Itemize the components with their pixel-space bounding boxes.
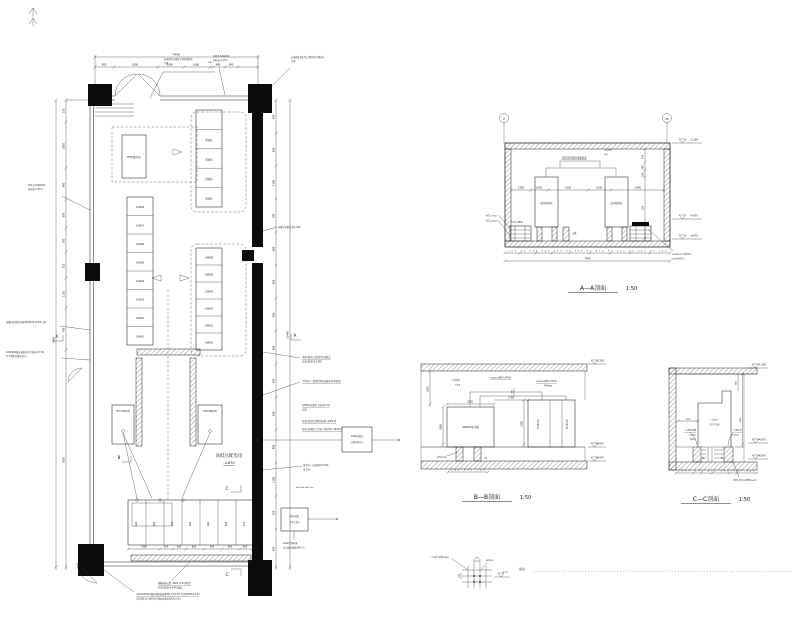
feeder-label: AA4 bbox=[189, 521, 192, 527]
dim: 720 bbox=[641, 205, 645, 211]
cabinet-label: 1AN01 bbox=[136, 335, 144, 339]
cabinet-label: 1AN06 bbox=[136, 243, 144, 246]
plan-transformer-tm1 bbox=[112, 405, 134, 444]
dim: 2500 bbox=[466, 400, 474, 404]
dim: 800 bbox=[101, 63, 107, 67]
note: 参见02D501-2-P图 bbox=[302, 360, 322, 364]
dim: 500 bbox=[735, 381, 738, 385]
remark-label: 备注: bbox=[519, 567, 527, 571]
dim-total: 21440 bbox=[286, 331, 290, 339]
note: 异手间距电缆桥架引上 bbox=[6, 355, 28, 358]
dim: 540 bbox=[641, 154, 645, 160]
elevation: -1.200 bbox=[690, 138, 698, 142]
feeder-label: AA1 bbox=[135, 521, 138, 527]
dim-string: 240 500 240 bbox=[451, 469, 485, 472]
aa-cabinets bbox=[535, 177, 628, 241]
note: 桥架预留孔洞按平顶标高敷设 bbox=[164, 58, 193, 61]
note: 二次侧母线槽 bbox=[683, 430, 696, 432]
note: 参见02D501-4-P13做法 bbox=[158, 586, 183, 590]
section-scale: 1:50 bbox=[520, 495, 532, 501]
cabinet-label: 2AN03 bbox=[205, 307, 213, 311]
section-title: A—A剖面 bbox=[579, 285, 607, 292]
plan-room-label bbox=[216, 452, 243, 465]
cabinet-label: 2AN01 bbox=[205, 341, 213, 345]
tm2-label: TM2 800kVA bbox=[203, 410, 217, 413]
cabinet-label: 高压开关柜 bbox=[709, 424, 720, 427]
pier-note: 支墩见结施 bbox=[435, 457, 446, 459]
dim: 1940 bbox=[634, 186, 642, 190]
aa-racks bbox=[486, 214, 692, 261]
dim: 800 bbox=[272, 279, 276, 285]
elev-note: 标高-3.90m bbox=[485, 215, 497, 218]
tray-label: 吊顶M40 bbox=[544, 385, 553, 388]
elevation: -6.870 bbox=[596, 456, 604, 460]
section-mark-a: A bbox=[293, 333, 297, 338]
dim: 1080 bbox=[166, 63, 174, 67]
dim: 2300 bbox=[564, 186, 572, 190]
cabinet-label: 低压配电柜 bbox=[538, 418, 540, 430]
dim: 1650 bbox=[426, 386, 430, 392]
note: 100X100 电缆桥架由 bbox=[672, 254, 692, 256]
aa-cable-tray bbox=[546, 148, 616, 177]
section-mark-c: C bbox=[225, 486, 229, 491]
dim: 2500 bbox=[740, 417, 742, 423]
grid-bubble-label: 10 bbox=[665, 116, 669, 121]
dim: 600 bbox=[176, 545, 182, 549]
feeder-label: AA5 bbox=[207, 521, 210, 527]
dim: 500 bbox=[272, 411, 276, 417]
dim: 550 bbox=[62, 263, 66, 269]
cabinet-label: 1AN08 bbox=[136, 206, 144, 209]
transformer-label: 800kVA变压器 bbox=[462, 426, 479, 429]
bb-dims bbox=[427, 370, 530, 448]
cabinet-label: 预留柜 bbox=[205, 197, 213, 201]
aa-elevations bbox=[672, 139, 702, 240]
section-aa bbox=[486, 114, 702, 293]
section-scale: 1:50 bbox=[739, 497, 751, 503]
section-scale: 1:50 bbox=[626, 286, 638, 292]
elevation: -4.870 bbox=[690, 214, 698, 218]
floor-plan bbox=[6, 53, 792, 601]
dim: 800 bbox=[242, 545, 248, 549]
feeder-label: AA3 bbox=[171, 521, 174, 527]
note: 底标高-2.17m bbox=[28, 188, 43, 191]
aa-title bbox=[568, 284, 637, 293]
embed-plate-detail bbox=[430, 555, 510, 588]
dim: 1750 bbox=[507, 396, 515, 400]
dim-string: 200 90 500 240 500 90 595 90 870 90 300 90 500 90 250 bbox=[508, 250, 667, 253]
tray-label: 100X100镀锌电缆桥架 bbox=[490, 377, 512, 380]
cabinet-label: 2AN02 bbox=[205, 324, 213, 328]
cabinet-label: 1AN04 bbox=[136, 280, 144, 283]
room-name: 高低压配电房 bbox=[215, 454, 243, 459]
dim: 800 bbox=[272, 378, 276, 384]
note: 墙中线上人梯窗(10cm)埋 bbox=[303, 464, 329, 467]
dim: 140 bbox=[208, 62, 212, 64]
bb-elevations bbox=[588, 360, 606, 462]
dim: 1000 bbox=[595, 186, 603, 190]
plan-transformer-tm3 bbox=[122, 135, 146, 178]
plan-cabinet-col2 bbox=[196, 248, 222, 350]
plan-reserved-areas bbox=[112, 112, 246, 500]
cabinet-label: 低压配电柜 bbox=[567, 418, 569, 430]
cabinet-label: 预留柜 bbox=[205, 178, 213, 181]
dim: 2300 bbox=[520, 421, 524, 427]
elev-note: 标高-4.60m bbox=[485, 220, 497, 223]
dim: 2850 bbox=[62, 142, 66, 150]
note: 电缆桥架做法详见-100 bbox=[278, 226, 301, 229]
elevation: -6.870 bbox=[690, 234, 698, 238]
note: 引至地下一层预留间隔电缆桥架(穿梁处) bbox=[302, 380, 341, 383]
plan-dims-bottom bbox=[127, 546, 260, 551]
note: 屏蔽接地扁钢 -40X4 (1.2m埋深) bbox=[158, 582, 191, 585]
note: 10d-2-100(200) bbox=[28, 184, 46, 187]
note: 与相邻柱内主筋焊接可靠连接做法A(GA1,A另) bbox=[136, 597, 181, 601]
note: ∠150a bbox=[732, 434, 739, 437]
tray-label: 150X100镀锌电缆桥架 bbox=[561, 156, 587, 160]
dim: 1800 bbox=[439, 424, 443, 430]
dim: 700 bbox=[62, 327, 66, 333]
feeder-label: AA6 bbox=[225, 521, 228, 527]
dim: (1500) bbox=[711, 419, 718, 422]
note: ∠180a bbox=[689, 434, 696, 437]
dim: 160 bbox=[641, 172, 645, 178]
cabinet-label: 2AN06 bbox=[205, 256, 213, 260]
dim: 200 bbox=[511, 390, 514, 394]
tray-note: 安装标高 bbox=[604, 150, 613, 152]
dim: 100 bbox=[458, 574, 461, 578]
note: h=2.2m la=1.0m bbox=[296, 487, 314, 489]
tm3-label: TM3(预留位) bbox=[126, 156, 142, 159]
section-mark-c: C bbox=[225, 572, 229, 577]
cabinet-label: 低压配电柜 bbox=[610, 202, 623, 205]
pier-label: 支墩 bbox=[572, 232, 577, 235]
dim: 800 bbox=[272, 114, 276, 120]
section-bb bbox=[421, 360, 606, 502]
dim: 200 bbox=[641, 165, 645, 170]
cc-piers bbox=[693, 447, 733, 462]
dim: 800 bbox=[272, 246, 276, 252]
note: 上人梯栏 扁钢-40X4 bbox=[430, 557, 449, 559]
note: 吊顶 bbox=[291, 60, 296, 63]
tray-label: 电缆桥架 bbox=[452, 380, 461, 382]
dim: 1800 bbox=[131, 63, 139, 67]
note: 长条形孔洞水泵房预留按平顶标高 bbox=[291, 56, 324, 59]
bb-cabinets bbox=[528, 400, 575, 447]
rack-label: 电缆支架敷设 bbox=[511, 222, 524, 224]
aa-walls bbox=[505, 143, 670, 247]
cc-cabinet bbox=[698, 391, 731, 447]
section-title: B—B剖面 bbox=[473, 494, 501, 501]
dim: 800 bbox=[272, 147, 276, 153]
plan-cabinet-col1 bbox=[127, 197, 153, 345]
note: 预制电缆沟电缆敷设(h2处) bbox=[733, 480, 758, 482]
dim: 800 bbox=[272, 345, 276, 351]
section-cc bbox=[669, 364, 768, 504]
dim: 500 bbox=[272, 213, 276, 219]
note: 底标高-2.17m bbox=[213, 59, 228, 62]
grid-bubble-label: 2 bbox=[503, 116, 505, 121]
note: 10kV柜底接入 bbox=[672, 258, 686, 261]
dim: 480 bbox=[215, 63, 221, 67]
cabinet-label: 1AN02 bbox=[136, 317, 144, 320]
dim: 1000 bbox=[252, 545, 258, 549]
note: 一次侧电缆 bbox=[732, 430, 743, 432]
elevation: -1.2m bbox=[502, 571, 508, 574]
dim: 1580 bbox=[141, 545, 147, 549]
note-box: 低压电缆 bbox=[290, 515, 299, 518]
dim: 150 bbox=[62, 108, 66, 114]
note: 10kV进线电缆 bbox=[283, 542, 298, 545]
dim: 1000 bbox=[535, 186, 543, 190]
dim: 800 bbox=[209, 545, 215, 549]
note-box: 10kV电源由 bbox=[350, 435, 364, 438]
cabinet-label: 低压配电柜 bbox=[540, 202, 553, 205]
note: 垂直电缆沟盖板预留孔洞做法 bbox=[302, 356, 331, 359]
dim-total: 7440 bbox=[172, 52, 180, 57]
dim-total: 6450 bbox=[52, 336, 56, 344]
sheet-corner-marks bbox=[29, 8, 37, 26]
note-box: 引至水泵房 bbox=[289, 521, 300, 524]
elevation: -1.200 bbox=[596, 359, 604, 363]
dim: 1100 bbox=[272, 476, 276, 484]
section-mark-b: B bbox=[117, 455, 121, 460]
tray-label: 100X100镀锌电缆桥架 bbox=[536, 381, 558, 383]
elevation: -1.200 bbox=[758, 363, 766, 367]
dim: 600 bbox=[62, 212, 66, 218]
note: 预留孔 bbox=[689, 439, 696, 441]
note: 桥架由预留孔洞敷设电缆 -40X4 图 bbox=[302, 420, 337, 423]
note: 桥架在地面以下走梁, 具体详图 -40X4 图 bbox=[302, 428, 342, 431]
dim: 540 bbox=[228, 63, 234, 67]
cabinet-label: 预留柜 bbox=[205, 158, 213, 162]
elevation: -4.870 bbox=[596, 442, 604, 446]
cabinet-label: 1AN03 bbox=[136, 298, 144, 302]
room-elevation: -4.870 bbox=[223, 461, 235, 465]
cabinet-label: 1AN07 bbox=[136, 224, 144, 228]
elevation: -6.870 bbox=[758, 454, 766, 458]
section-title: C—C剖面 bbox=[692, 496, 720, 503]
dim: 1000 bbox=[685, 418, 691, 421]
note: 电缆桥架预留孔洞(200X100)-4-P4 吊顶 bbox=[6, 321, 46, 324]
dim: 800 bbox=[227, 545, 233, 549]
dim: 7050 bbox=[62, 456, 66, 464]
note: 1X35kV电缆管 底标高2.2m bbox=[302, 404, 330, 407]
dim: 800 bbox=[272, 546, 276, 552]
plan-cabinet-bottom-row bbox=[123, 433, 253, 545]
dim: 100 bbox=[475, 557, 479, 560]
plan-transformer-tm2 bbox=[198, 405, 222, 444]
cabinet-label: 1AN05 bbox=[136, 261, 144, 265]
cc-elevations bbox=[748, 364, 768, 460]
dim: 500 bbox=[272, 312, 276, 318]
aa-grid-bubbles bbox=[500, 114, 672, 144]
cabinet-label: 2AN05 bbox=[205, 273, 213, 277]
cabinet-label: 预留柜 bbox=[205, 139, 213, 142]
plan-flow-arrows bbox=[152, 149, 189, 281]
note: 10d-5-100(2D) bbox=[213, 55, 230, 58]
cabinet-label: 2AN04 bbox=[205, 290, 213, 294]
section-mark-a: A bbox=[55, 334, 59, 339]
dim: 1100 bbox=[272, 179, 276, 187]
plan-cabinet-col3 bbox=[196, 110, 222, 207]
dim: 550 bbox=[272, 510, 276, 516]
dim: 600 bbox=[163, 545, 169, 549]
dim: 500 bbox=[62, 238, 66, 244]
dim: 1150 bbox=[62, 290, 66, 298]
feeder-label: AA2 bbox=[153, 521, 156, 527]
note: 吊顶 bbox=[164, 62, 169, 65]
tm1-label: TM1 500kVA bbox=[116, 410, 130, 413]
plan-walls bbox=[78, 84, 272, 596]
note-box: 市政电网引入 bbox=[350, 441, 364, 444]
plan-dims-right bbox=[273, 99, 292, 571]
note: 4孔Φ20 bbox=[486, 560, 494, 562]
cc-labels bbox=[684, 428, 742, 446]
dim: 800 bbox=[272, 444, 276, 450]
elevation: -4.870 bbox=[758, 438, 766, 442]
note: 由市政电网预埋管引入 bbox=[283, 546, 305, 550]
cc-title bbox=[681, 495, 750, 504]
note: 垂手间 bbox=[303, 468, 310, 472]
note: 吊顶 bbox=[302, 408, 307, 412]
dim: 1080 bbox=[192, 63, 200, 67]
feeder-label: AA7 bbox=[243, 521, 246, 527]
tray-note: 200 bbox=[604, 154, 608, 156]
tray-label: 700A bbox=[455, 384, 461, 387]
dim: 1280 bbox=[517, 186, 525, 190]
note: 100X100镀锌电缆桥架 底标高-2.17m bbox=[6, 351, 45, 354]
dim: 800 bbox=[191, 545, 197, 549]
pier-note: 土建 bbox=[483, 458, 488, 460]
dim: 900 bbox=[62, 182, 66, 188]
dim-total: 7440 bbox=[584, 257, 591, 261]
dim-string: 1600 200 450 550 200 300 bbox=[678, 470, 755, 473]
note: -100X100X10镀锌钢板接地预埋件 h=0.3m 参见02D501-2-25 bbox=[136, 593, 200, 596]
bb-title bbox=[462, 493, 531, 502]
